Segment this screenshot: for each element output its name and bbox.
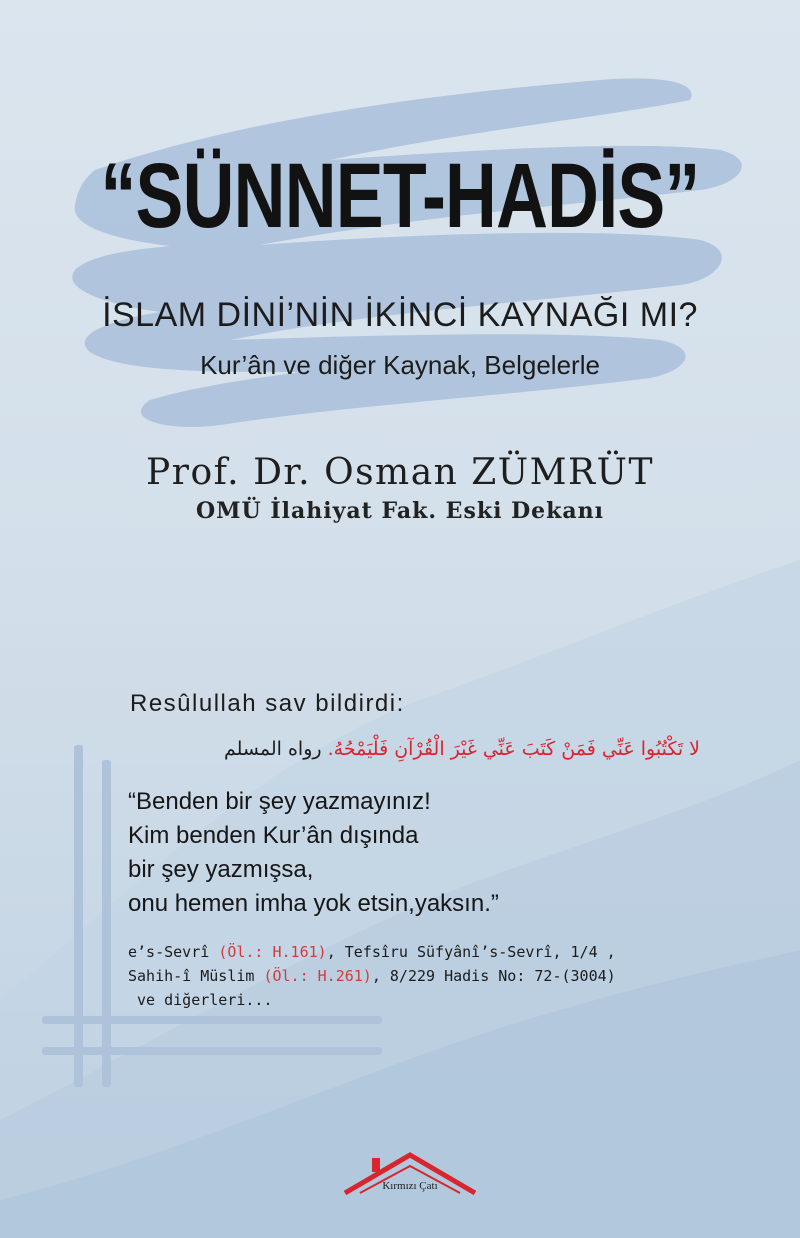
book-title: “SÜNNET-HADİS” bbox=[100, 145, 700, 247]
publisher-name: Kırmızı Çatı bbox=[382, 1180, 438, 1192]
reference-line-3 bbox=[128, 988, 616, 1012]
reference-text: Sahih-î Müslim bbox=[128, 967, 264, 985]
reference-date: (Öl.: H.161) bbox=[218, 943, 327, 961]
book-subtitle: İSLAM DİNİ’NİN İKİNCİ KAYNAĞI MI? bbox=[102, 296, 698, 334]
quote-line: “Benden bir şey yazmayınız! bbox=[128, 788, 431, 815]
reference-date: (Öl.: H.261) bbox=[263, 967, 372, 985]
reference-text: , 8/229 Hadis No: 72-(3004) bbox=[371, 967, 616, 985]
chimney-icon bbox=[372, 1158, 380, 1172]
references bbox=[128, 940, 616, 1012]
hadith-quote bbox=[128, 785, 499, 921]
quote-line: bir şey yazmışsa, bbox=[128, 856, 314, 883]
reference-text: e’s-Sevrî bbox=[128, 943, 219, 961]
author-affiliation: OMÜ İlahiyat Fak. Eski Dekanı bbox=[195, 498, 605, 524]
reference-line-1 bbox=[128, 940, 616, 964]
reference-text: ve diğerleri... bbox=[137, 991, 273, 1009]
reference-line-2 bbox=[128, 964, 616, 988]
book-tagline: Kur’ân ve diğer Kaynak, Belgelerle bbox=[200, 350, 600, 380]
author-name: Prof. Dr. Osman ZÜMRÜT bbox=[146, 452, 654, 493]
quote-line: onu hemen imha yok etsin,yaksın.” bbox=[128, 890, 499, 917]
arabic-hadith-source: رواه المسلم bbox=[223, 738, 322, 760]
arabic-hadith bbox=[224, 738, 700, 760]
quote-line: Kim benden Kur’ân dışında bbox=[128, 822, 419, 849]
hadith-intro: Resûlullah sav bildirdi: bbox=[130, 690, 405, 717]
reference-text: , Tefsîru Süfyânî’s-Sevrî, 1/4 , bbox=[326, 943, 616, 961]
arabic-hadith-text: لا تَكْتُبُوا عَنِّي فَمَنْ كَتَبَ عَنِّي غَيْرَ الْقُرْآنِ فَلْيَمْحُهُ. bbox=[327, 738, 700, 760]
